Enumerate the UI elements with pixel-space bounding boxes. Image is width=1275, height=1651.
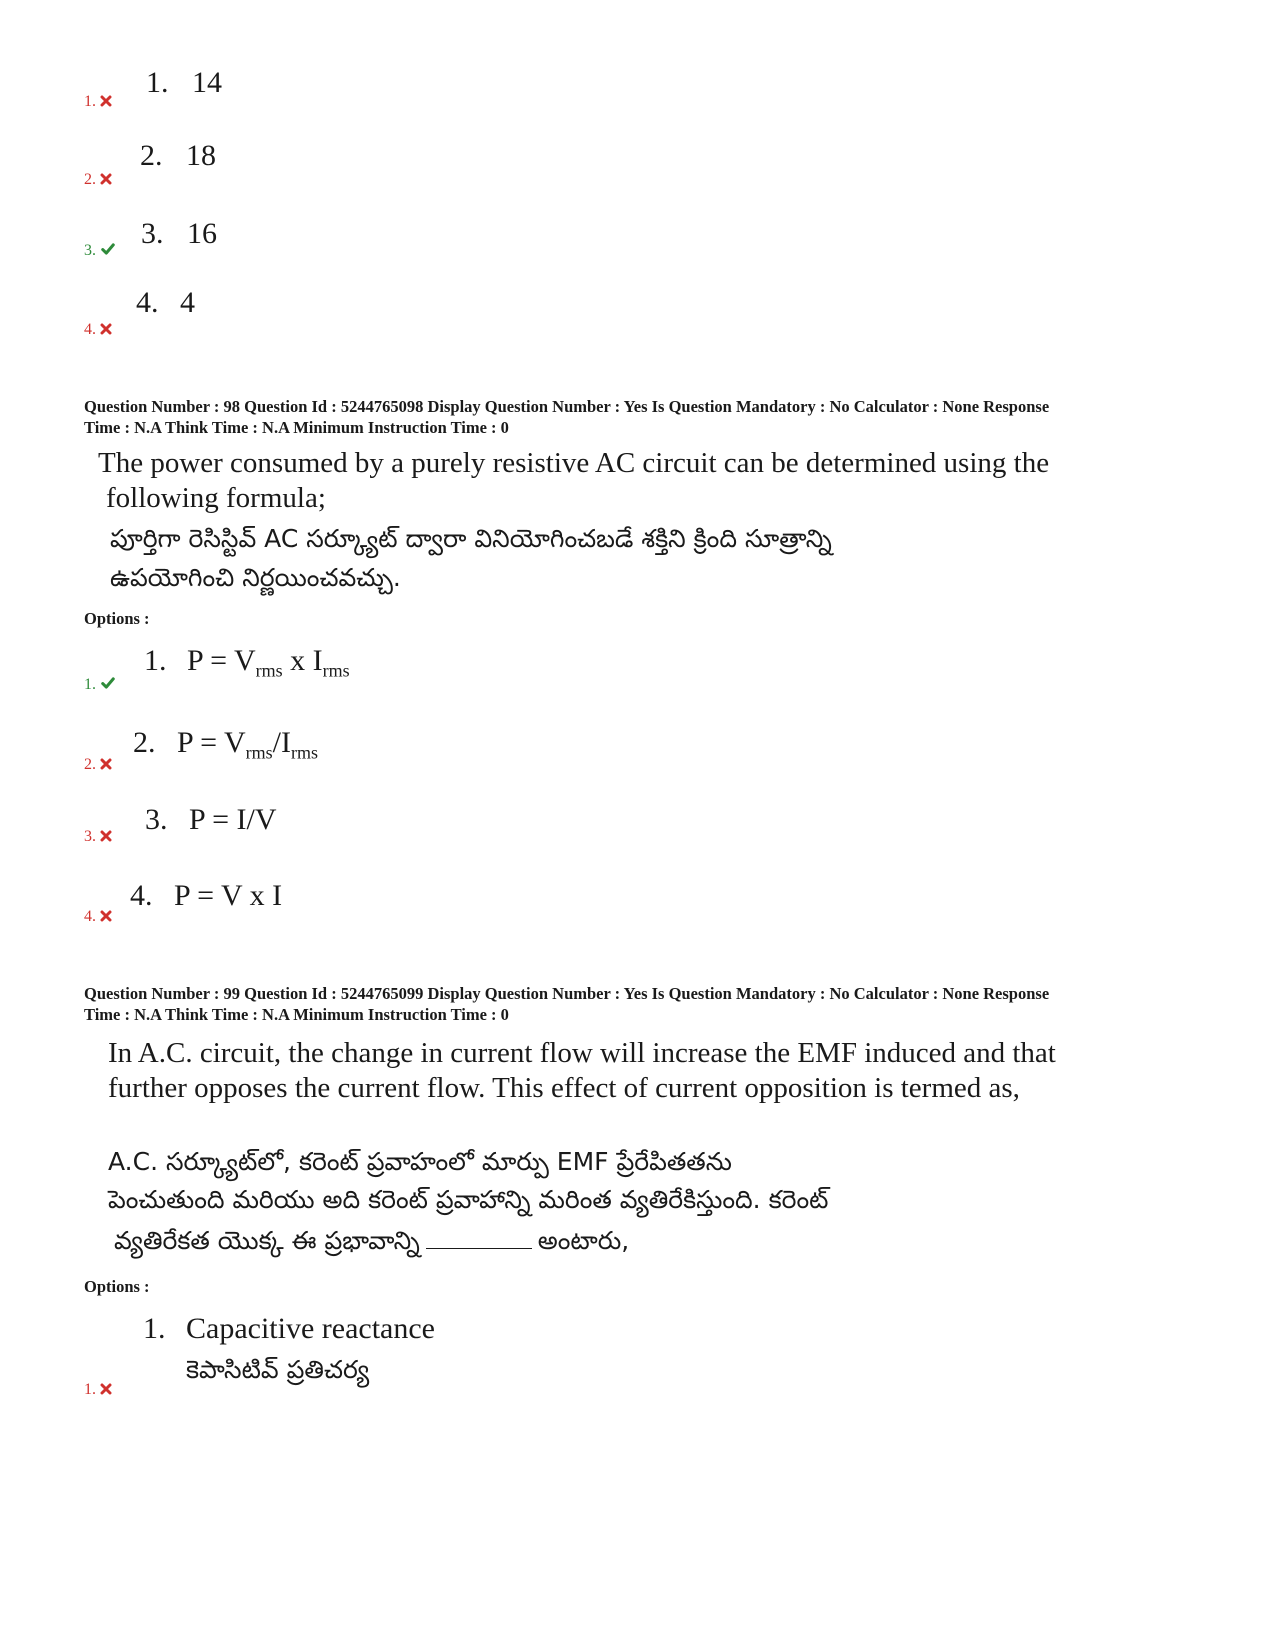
question-text-te-line2: పెంచుతుంది మరియు అది కరెంట్ ప్రవాహాన్ని మరింత వ్యతిరేకిస్తుంది. కరెంట్ — [108, 1185, 829, 1214]
question-text-te-line2: ఉపయోగించి నిర్ణయించవచ్చు. — [110, 563, 401, 592]
option-marker: 4. — [84, 909, 112, 925]
question-meta: Question Number : 98 Question Id : 5244765098 Display Question Number : Yes Is Question Mandatory : No Calculator : None Response Time : N.A Think Time : N.A Minimum Instruction Time : 0 — [84, 397, 1050, 437]
cross-icon — [100, 758, 112, 770]
cross-icon — [100, 323, 112, 335]
question-text-te-line1: A.C. సర్క్యూట్‌లో, కరెంట్ ప్రవాహంలో మార్పు EMF ప్రేరేపితతను — [108, 1147, 732, 1176]
check-icon — [100, 242, 116, 256]
option-text: 3. P = I/V — [145, 803, 277, 836]
cross-icon — [100, 830, 112, 842]
option-marker: 1. — [84, 676, 116, 693]
answer-blank — [426, 1226, 532, 1249]
question-text-en-line1: In A.C. circuit, the change in current flow will increase the EMF induced and that — [108, 1037, 1056, 1069]
question-text-en-line1: The power consumed by a purely resistive AC circuit can be determined using the — [98, 447, 1050, 479]
option-text: 1. Capacitive reactance — [143, 1312, 435, 1345]
option-marker: 1. — [84, 94, 112, 110]
option-text: 2. 18 — [140, 139, 216, 172]
check-icon — [100, 676, 116, 690]
option-marker: 2. — [84, 172, 112, 188]
options-label: Options : — [84, 1277, 150, 1296]
cross-icon — [100, 910, 112, 922]
question-text-te-line1: పూర్తిగా రెసిస్టివ్ AC సర్క్యూట్ ద్వారా వినియోగించబడే శక్తిని క్రింది సూత్రాన్ని — [110, 524, 832, 553]
option-text: 2. $P = V_{rms}/I_{rms}$ — [133, 726, 318, 763]
option-marker: 4. — [84, 322, 112, 338]
question-text-en-line2: further opposes the current flow. This effect of current opposition is termed as, — [108, 1072, 1020, 1104]
option-marker: 1. — [84, 1382, 112, 1398]
cross-icon — [100, 173, 112, 185]
cross-icon — [100, 1383, 112, 1395]
question-meta: Question Number : 99 Question Id : 5244765099 Display Question Number : Yes Is Question Mandatory : No Calculator : None Response Time : N.A Think Time : N.A Minimum Instruction Time : 0 — [84, 984, 1050, 1024]
option-marker: 3. — [84, 829, 112, 845]
options-label: Options : — [84, 609, 150, 628]
option-text: 3. 16 — [141, 217, 217, 250]
question-text-en-line2: following formula; — [106, 482, 326, 514]
option-marker: 3. — [84, 242, 116, 259]
option-text: 4. P = V x I — [130, 879, 283, 912]
option-text: 1. 14 — [146, 66, 222, 99]
option-text: 4. 4 — [136, 286, 195, 319]
question-text-te-line3: వ్యతిరేకత యొక్క ఈ ప్రభావాన్ని అంటారు, — [114, 1226, 630, 1255]
option-marker: 2. — [84, 757, 112, 773]
option-text-te: కెపాసిటివ్ ప్రతిచర్య — [186, 1355, 370, 1384]
option-text: 1. $P = V_{rms}$ x $I_{rms}$ — [144, 644, 350, 681]
cross-icon — [100, 95, 112, 107]
